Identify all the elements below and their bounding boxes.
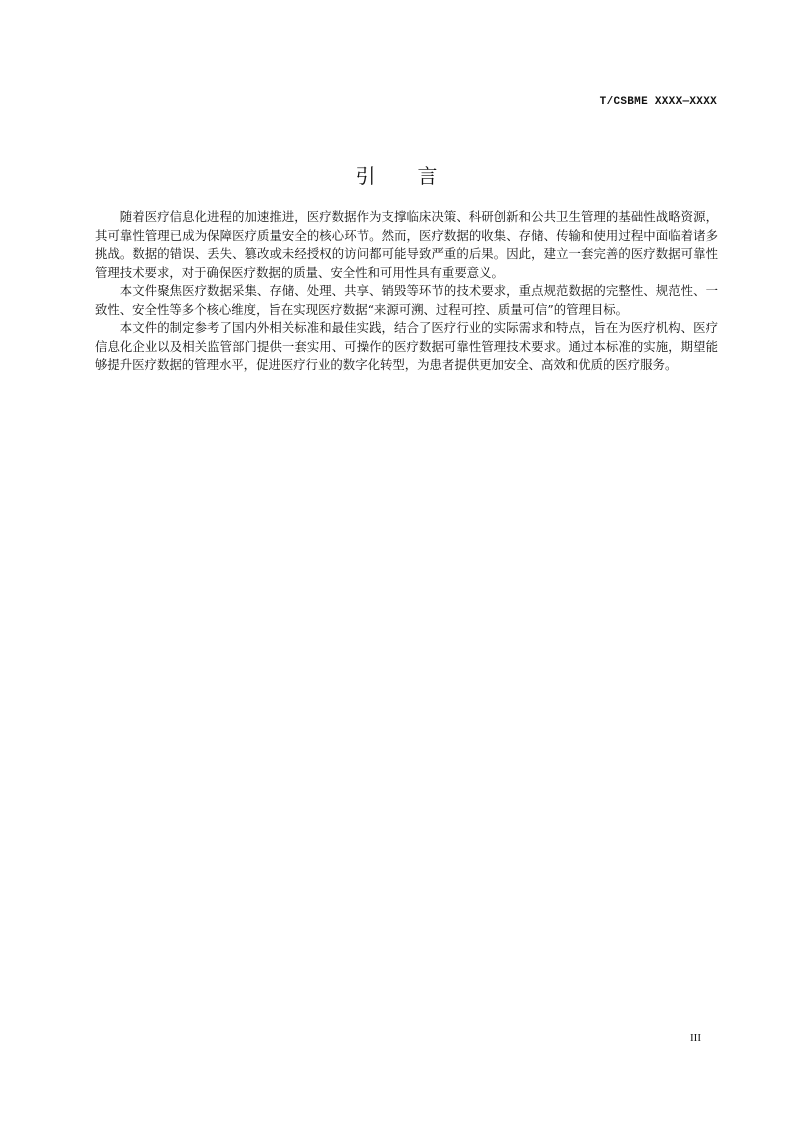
page-number: III — [690, 1032, 701, 1044]
paragraph-3: 本文件的制定参考了国内外相关标准和最佳实践，结合了医疗行业的实际需求和特点，旨在为医疗机构、医疗信息化企业以及相关监管部门提供一套实用、可操作的医疗数据可靠性管理技术要求。通过本标准的实施，期望能够提升医疗数据的管理水平，促进医疗行业的数字化转型，为患者提供更加安全、高效和优质的医疗服务。 — [95, 320, 718, 372]
document-code: T/CSBME XXXX—XXXX — [599, 96, 717, 108]
introduction-body — [95, 208, 718, 375]
page-title: 引言 — [355, 164, 480, 188]
paragraph-2: 本文件聚焦医疗数据采集、存储、处理、共享、销毁等环节的技术要求，重点规范数据的完整性、规范性、一致性、安全性等多个核心维度，旨在实现医疗数据“来源可溯、过程可控、质量可信”的管理目标。 — [95, 283, 718, 317]
paragraph-1: 随着医疗信息化进程的加速推进，医疗数据作为支撑临床决策、科研创新和公共卫生管理的基础性战略资源，其可靠性管理已成为保障医疗质量安全的核心环节。然而，医疗数据的收集、存储、传输和使用过程中面临着诸多挑战。数据的错误、丢失、篡改或未经授权的访问都可能导致严重的后果。因此，建立一套完善的医疗数据可靠性管理技术要求，对于确保医疗数据的质量、安全性和可用性具有重要意义。 — [95, 209, 718, 280]
